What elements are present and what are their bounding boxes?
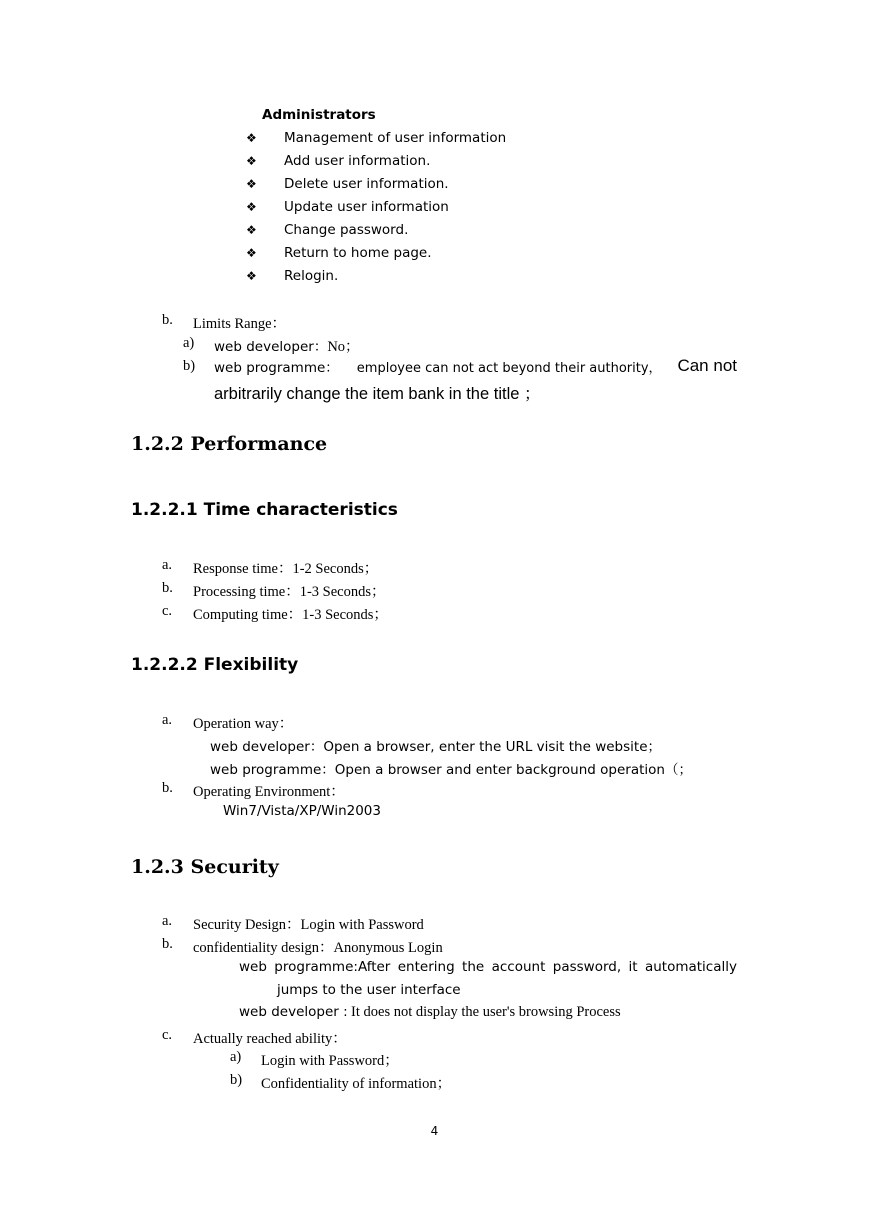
bullet-icon: ❖	[246, 131, 257, 145]
time-item-marker: b.	[162, 580, 173, 596]
flex-a-marker: a.	[162, 712, 173, 728]
admins-list-item: Change password.	[284, 222, 409, 238]
flex-b-marker: b.	[162, 780, 173, 796]
bullet-icon: ❖	[246, 177, 257, 191]
security-a-text: Security Design：Login with Password	[193, 917, 424, 933]
bullet-icon: ❖	[246, 223, 257, 237]
flex-developer-line: web developer：Open a browser, enter the URL visit the website；	[210, 739, 661, 755]
section-heading-performance: 1.2.2 Performance	[131, 433, 328, 455]
flex-b-label: Operating Environment：	[193, 784, 345, 800]
bullet-icon: ❖	[246, 154, 257, 168]
limits-a-marker: a)	[183, 335, 195, 351]
time-item: Processing time：1-3 Seconds；	[193, 584, 386, 600]
admins-list-item: Add user information.	[284, 153, 431, 169]
admins-list-item: Return to home page.	[284, 245, 432, 261]
section-heading-flexibility: 1.2.2.2 Flexibility	[131, 655, 299, 675]
time-item-marker: a.	[162, 557, 173, 573]
limits-b-line-2: arbitrarily change the item bank in the title ；	[214, 385, 541, 403]
admins-heading: Administrators	[262, 107, 376, 123]
security-sub-b: Confidentiality of information；	[261, 1076, 452, 1092]
limits-a-text: web developer：No；	[214, 339, 360, 355]
admins-list-item: Management of user information	[284, 130, 507, 146]
admins-list-item: Relogin.	[284, 268, 339, 284]
time-item: Response time：1-2 Seconds；	[193, 561, 379, 577]
security-sub-b-marker: b)	[230, 1072, 243, 1088]
time-item: Computing time：1-3 Seconds；	[193, 607, 388, 623]
admins-list-item: Delete user information.	[284, 176, 449, 192]
security-sub-a: Login with Password；	[261, 1053, 399, 1069]
security-sub-a-marker: a)	[230, 1049, 242, 1065]
security-c-marker: c.	[162, 1027, 173, 1043]
limits-b-marker: b)	[183, 358, 196, 374]
section-heading-security: 1.2.3 Security	[131, 856, 279, 878]
bullet-icon: ❖	[246, 200, 257, 214]
admins-list-item: Update user information	[284, 199, 449, 215]
security-a-marker: a.	[162, 913, 173, 929]
bullet-icon: ❖	[246, 246, 257, 260]
time-item-marker: c.	[162, 603, 173, 619]
section-heading-time: 1.2.2.1 Time characteristics	[131, 500, 398, 520]
security-c-text: Actually reached ability：	[193, 1031, 347, 1047]
limits-label: Limits Range：	[193, 316, 287, 332]
security-b-text: confidentiality design：Anonymous Login	[193, 940, 443, 956]
security-programme-line-2: jumps to the user interface	[277, 982, 461, 998]
flex-a-label: Operation way：	[193, 716, 294, 732]
page-number: 4	[430, 1124, 439, 1138]
flex-environment: Win7/Vista/XP/Win2003	[223, 803, 381, 819]
limits-b-line-1: web programme： employee can not act beyond their authority， Can not	[214, 356, 737, 376]
security-programme-line-1: web programme:After entering the account password, it automatically	[239, 959, 737, 975]
flex-programme-line: web programme：Open a browser and enter background operation（；	[210, 762, 692, 778]
limits-marker: b.	[162, 312, 173, 328]
security-developer-line: web developer : It does not display the user's browsing Process	[239, 1004, 621, 1020]
bullet-icon: ❖	[246, 269, 257, 283]
security-b-marker: b.	[162, 936, 173, 952]
